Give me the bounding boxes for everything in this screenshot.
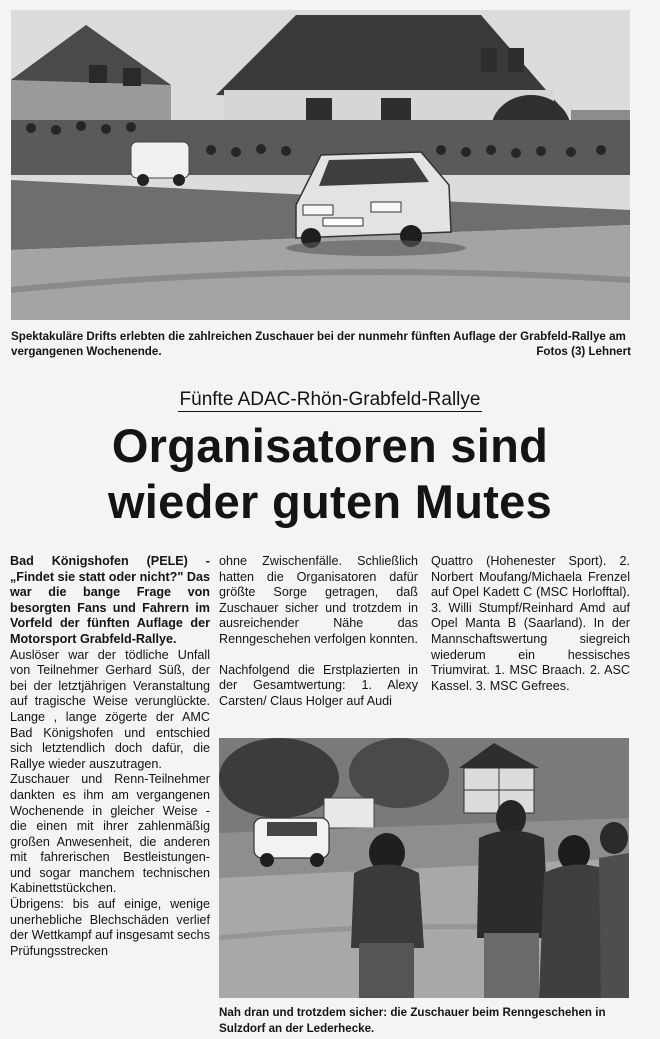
caption-top-text: Spektakuläre Drifts erlebten die zahlreichen Zuschauer bei der nunmehr fünften Auflage der Grabfeld-Rallye am vergangenen Wochenende. xyxy=(11,330,626,358)
photo-caption-bottom: Nah dran und trotzdem sicher: die Zuschauer beim Renngeschehen in Sulzdorf an der Lederhecke. xyxy=(219,1006,606,1035)
kicker xyxy=(0,388,660,412)
headline-line-1: Organisatoren sind xyxy=(111,419,549,472)
kicker-text: Fünfte ADAC-Rhön-Grabfeld-Rallye xyxy=(179,389,481,410)
rally-car-drift-photo xyxy=(11,10,630,320)
article-column-2 xyxy=(219,554,418,709)
article-paragraph: Übrigens: bis auf einige, wenige unerhebliche Blechschäden verlief der Wettkampf auf insgesamt sechs Prüfungsstrecken xyxy=(10,897,210,958)
headline xyxy=(0,418,660,530)
article-paragraph: Auslöser war der tödliche Unfall von Teilnehmer Gerhard Süß, der bei der letztjährigen Veranstaltung auf tragische Weise verunglückte. Lange , lange zögerte der AMC Bad Königshofen und entschied sich letztendlich doch dafür, die Rallye wieder auszutragen. xyxy=(10,647,210,771)
photo-caption-top xyxy=(11,329,631,359)
article-paragraph: ohne Zwischenfälle. Schließlich hatten die Organisatoren dafür größte Sorge getragen, daß Zuschauer sicher und trotzdem in ausreichender Nähe das Renngeschehen verfolgen konnten. xyxy=(219,554,418,646)
article-paragraph: Zuschauer und Renn-Teilnehmer dankten es ihm am vergangenen Wochenende in gleicher Weise - die einen mit ihrer zahlenmäßig großen Anwesenheit, die anderen mit fahrerischen Bestleistungen-und sogar manchem technischen Kabinettstückchen. xyxy=(10,772,210,896)
article-lead: Bad Königshofen (PELE) - „Findet sie statt oder nicht?" Das war die bange Frage von besorgten Fans und Fahrern im Vorfeld der fünften Auflage der Motorsport Grabfeld-Rallye. xyxy=(10,554,210,646)
article-column-3 xyxy=(431,554,630,694)
article-paragraph: Nachfolgend die Erstplazierten in der Gesamtwertung: 1. Alexy Carsten/ Claus Holger auf Audi xyxy=(219,662,418,708)
photo-credit: Fotos (3) Lehnert xyxy=(536,345,631,358)
spectators-photo xyxy=(219,738,629,998)
article-paragraph: Quattro (Hohenester Sport). 2. Norbert Moufang/Michaela Frenzel auf Opel Kadett C (MSC Horlofftal). 3. Willi Stumpf/Reinhard Amd auf Opel Manta B (Saarland). In der Mannschaftswertung siegreich wiederum ein hessisches Triumvirat. 1. MSC Braach. 2. ASC Kassel. 3. MSC Gefrees. xyxy=(431,554,630,693)
headline-line-2: wieder guten Mutes xyxy=(107,475,553,528)
article-column-1 xyxy=(10,554,210,959)
